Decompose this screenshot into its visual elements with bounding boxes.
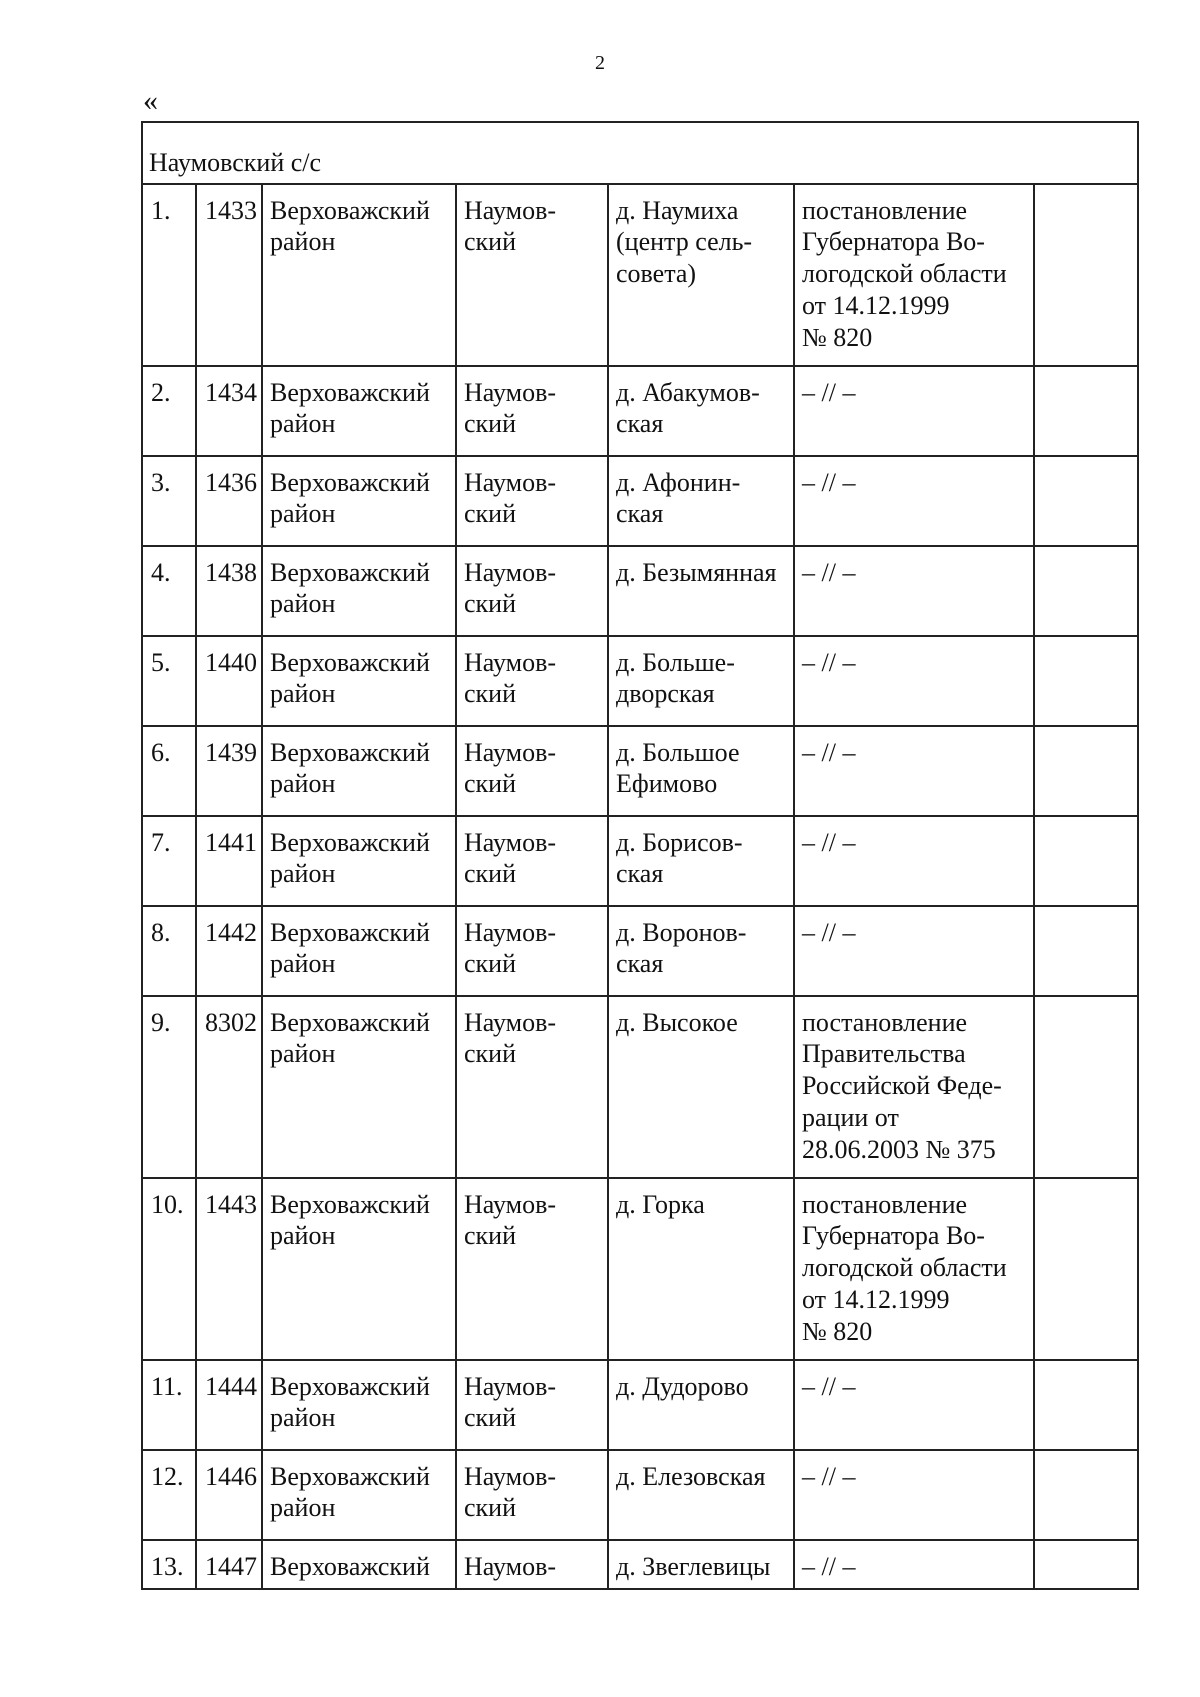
note-cell <box>1034 996 1138 1178</box>
council-name: Наумов- ский <box>456 996 608 1178</box>
district-name: Верховажский район <box>262 1450 456 1540</box>
note-cell <box>1034 906 1138 996</box>
legal-document: – // – <box>794 726 1034 816</box>
settlement-code: 1434 <box>196 366 262 456</box>
note-cell <box>1034 546 1138 636</box>
row-number: 12. <box>142 1450 196 1540</box>
legal-document: – // – <box>794 366 1034 456</box>
legal-document: постановление Губернатора Во- логодской области от 14.12.1999 № 820 <box>794 1178 1034 1360</box>
legal-document: – // – <box>794 546 1034 636</box>
table-row <box>142 636 1138 726</box>
legal-document: постановление Губернатора Во- логодской области от 14.12.1999 № 820 <box>794 184 1034 366</box>
settlements-table <box>141 121 1139 1590</box>
settlement-code: 1440 <box>196 636 262 726</box>
district-name: Верховажский район <box>262 726 456 816</box>
district-name: Верховажский район <box>262 1360 456 1450</box>
note-cell <box>1034 366 1138 456</box>
settlement-code: 8302 <box>196 996 262 1178</box>
row-number: 13. <box>142 1540 196 1590</box>
table-row <box>142 1540 1138 1590</box>
settlement-code: 1436 <box>196 456 262 546</box>
table-row <box>142 996 1138 1178</box>
table-row <box>142 366 1138 456</box>
settlement-name: д. Борисов- ская <box>608 816 794 906</box>
council-name: Наумов- ский <box>456 816 608 906</box>
settlement-code: 1444 <box>196 1360 262 1450</box>
table-row <box>142 726 1138 816</box>
district-name: Верховажский район <box>262 816 456 906</box>
settlement-name: д. Афонин- ская <box>608 456 794 546</box>
council-name: Наумов- ский <box>456 366 608 456</box>
note-cell <box>1034 636 1138 726</box>
table-row <box>142 1450 1138 1540</box>
table-row <box>142 184 1138 366</box>
settlement-code: 1433 <box>196 184 262 366</box>
legal-document: – // – <box>794 1360 1034 1450</box>
table-row <box>142 1360 1138 1450</box>
note-cell <box>1034 816 1138 906</box>
settlement-name: д. Елезовская <box>608 1450 794 1540</box>
district-name: Верховажский район <box>262 366 456 456</box>
row-number: 7. <box>142 816 196 906</box>
settlement-name: д. Наумиха (центр сель- совета) <box>608 184 794 366</box>
settlement-name: д. Дудорово <box>608 1360 794 1450</box>
legal-document: – // – <box>794 906 1034 996</box>
legal-document: постановление Правительства Российской Феде- рации от 28.06.2003 № 375 <box>794 996 1034 1178</box>
note-cell <box>1034 456 1138 546</box>
settlement-name: д. Больше- дворская <box>608 636 794 726</box>
council-name: Наумов- ский <box>456 726 608 816</box>
settlement-name: д. Безымянная <box>608 546 794 636</box>
row-number: 9. <box>142 996 196 1178</box>
row-number: 10. <box>142 1178 196 1360</box>
note-cell <box>1034 1540 1138 1590</box>
note-cell <box>1034 1450 1138 1540</box>
district-name: Верховажский район <box>262 906 456 996</box>
district-name: Верховажский район <box>262 1178 456 1360</box>
district-name: Верховажский <box>262 1540 456 1590</box>
row-number: 5. <box>142 636 196 726</box>
settlement-name: д. Большое Ефимово <box>608 726 794 816</box>
council-name: Наумов- ский <box>456 636 608 726</box>
council-name: Наумов- ский <box>456 1360 608 1450</box>
settlement-code: 1446 <box>196 1450 262 1540</box>
district-name: Верховажский район <box>262 184 456 366</box>
council-name: Наумов- <box>456 1540 608 1590</box>
opening-quote-mark: « <box>143 84 158 117</box>
settlement-name: д. Абакумов- ская <box>608 366 794 456</box>
legal-document: – // – <box>794 1540 1034 1590</box>
district-name: Верховажский район <box>262 546 456 636</box>
district-name: Верховажский район <box>262 996 456 1178</box>
legal-document: – // – <box>794 1450 1034 1540</box>
settlement-name: д. Воронов- ская <box>608 906 794 996</box>
council-name: Наумов- ский <box>456 546 608 636</box>
council-name: Наумов- ский <box>456 906 608 996</box>
table-row <box>142 816 1138 906</box>
row-number: 6. <box>142 726 196 816</box>
row-number: 11. <box>142 1360 196 1450</box>
row-number: 4. <box>142 546 196 636</box>
settlement-code: 1442 <box>196 906 262 996</box>
page-number: 2 <box>595 52 605 74</box>
row-number: 2. <box>142 366 196 456</box>
note-cell <box>1034 184 1138 366</box>
legal-document: – // – <box>794 816 1034 906</box>
table-row <box>142 546 1138 636</box>
council-name: Наумов- ский <box>456 456 608 546</box>
settlement-code: 1438 <box>196 546 262 636</box>
section-header-row <box>142 122 1138 184</box>
council-name: Наумов- ский <box>456 184 608 366</box>
table-row <box>142 906 1138 996</box>
legal-document: – // – <box>794 636 1034 726</box>
section-title: Наумовский с/с <box>142 122 1138 184</box>
settlement-code: 1447 <box>196 1540 262 1590</box>
settlement-name: д. Звеглевицы <box>608 1540 794 1590</box>
settlement-code: 1443 <box>196 1178 262 1360</box>
row-number: 3. <box>142 456 196 546</box>
note-cell <box>1034 1178 1138 1360</box>
legal-document: – // – <box>794 456 1034 546</box>
note-cell <box>1034 1360 1138 1450</box>
row-number: 8. <box>142 906 196 996</box>
settlement-name: д. Высокое <box>608 996 794 1178</box>
note-cell <box>1034 726 1138 816</box>
council-name: Наумов- ский <box>456 1178 608 1360</box>
council-name: Наумов- ский <box>456 1450 608 1540</box>
table-row <box>142 1178 1138 1360</box>
table-row <box>142 456 1138 546</box>
row-number: 1. <box>142 184 196 366</box>
settlement-name: д. Горка <box>608 1178 794 1360</box>
settlement-code: 1441 <box>196 816 262 906</box>
district-name: Верховажский район <box>262 456 456 546</box>
district-name: Верховажский район <box>262 636 456 726</box>
settlement-code: 1439 <box>196 726 262 816</box>
